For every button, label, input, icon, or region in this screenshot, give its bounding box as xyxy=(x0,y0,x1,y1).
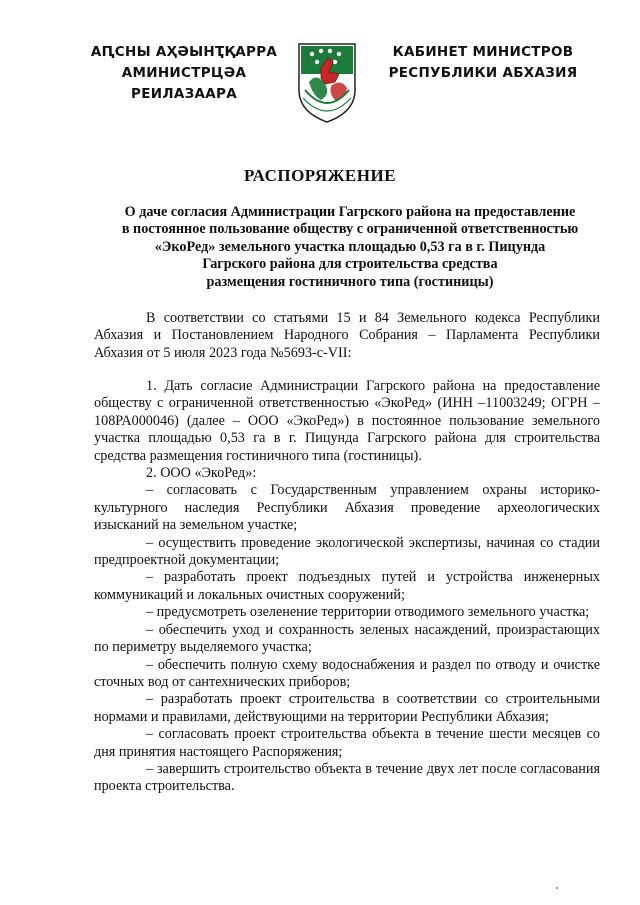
header-left-institution xyxy=(84,42,284,105)
header-right-institution xyxy=(388,42,578,84)
header-right-line-2: РЕСПУБЛИКИ АБХАЗИЯ xyxy=(388,65,578,81)
preamble xyxy=(94,310,600,362)
subject-line: размещения гостиничного типа (гостиницы) xyxy=(206,273,494,290)
subitem-paragraph: – осуществить проведение экологической экспертизы, начиная со стадии предпроектной документации; xyxy=(94,534,600,569)
abkhazia-emblem-icon xyxy=(295,38,359,124)
header-left-line-1: АԤСНЫ АҲӘЫНҬҚАРРА xyxy=(90,44,278,60)
decree-items xyxy=(94,378,600,796)
document-title: РАСПОРЯЖЕНИЕ xyxy=(243,166,397,185)
preamble-paragraph: В соответствии со статьями 15 и 84 Земельного кодекса Республики Абхазия и Постановлением Народного Собрания – Парламента Республики Абхазия от 5 июля 2023 года №5693-с-VII: xyxy=(94,310,600,361)
subitem-paragraph: – разработать проект строительства в соответствии со строительными нормами и правилами, действующими на территории Республики Абхазия; xyxy=(94,691,600,725)
header-left-line-2: АМИНИСТРЦӘА РЕИЛАЗААРА xyxy=(121,65,247,102)
subject-line: «ЭкоРед» земельного участка площадью 0,53 га в г. Пицунда xyxy=(154,238,546,255)
subject-line: в постоянное пользование обществу с ограниченной ответственностью xyxy=(121,221,579,238)
subject-line: Гагрского района для строительства средства xyxy=(202,256,498,273)
subitem-paragraph: – обеспечить полную схему водоснабжения и раздел по отводу и очистке сточных вод от сантехнических приборов; xyxy=(94,656,600,690)
subject-line: О даче согласия Администрации Гагрского района на предоставление xyxy=(124,204,576,220)
subitem-paragraph: – предусмотреть озеленение территории отводимого земельного участка; xyxy=(146,604,590,621)
subitem-paragraph: – согласовать с Государственным управлением охраны историко-культурного наследия Республики Абхазия проведение археологических изысканий на земельном участке; xyxy=(94,482,600,534)
subitem-paragraph: – согласовать проект строительства объекта в течение шести месяцев со дня принятия настоящего Распоряжения; xyxy=(94,726,600,760)
item-2-heading: 2. ООО «ЭкоРед»: xyxy=(146,465,257,482)
subitem-paragraph: – обеспечить уход и сохранность зеленых насаждений, произрастающих по периметру выделяемого участка; xyxy=(94,621,600,656)
subitem-paragraph: – завершить строительство объекта в течение двух лет после согласования проекта строительства. xyxy=(94,760,600,795)
item-1-paragraph: 1. Дать согласие Администрации Гагрского района на предоставление обществу с ограниченной ответственностью «ЭкоРед» (ИНН –11003249; ОГРН – 108РА000046) (далее – ООО «ЭкоРед») в постоянное пользование земельного участка площадью 0,53 га в г. Пицунда Гагрского района для строительства средства размещения гостиничного типа (гостиницы). xyxy=(94,378,600,464)
header-right-line-1: КАБИНЕТ МИНИСТРОВ xyxy=(392,44,574,60)
subitem-paragraph: – разработать проект подъездных путей и устройства инженерных коммуникаций и локальных очистных сооружений; xyxy=(94,569,600,603)
page-mark xyxy=(556,887,558,889)
document-subject xyxy=(100,204,600,291)
